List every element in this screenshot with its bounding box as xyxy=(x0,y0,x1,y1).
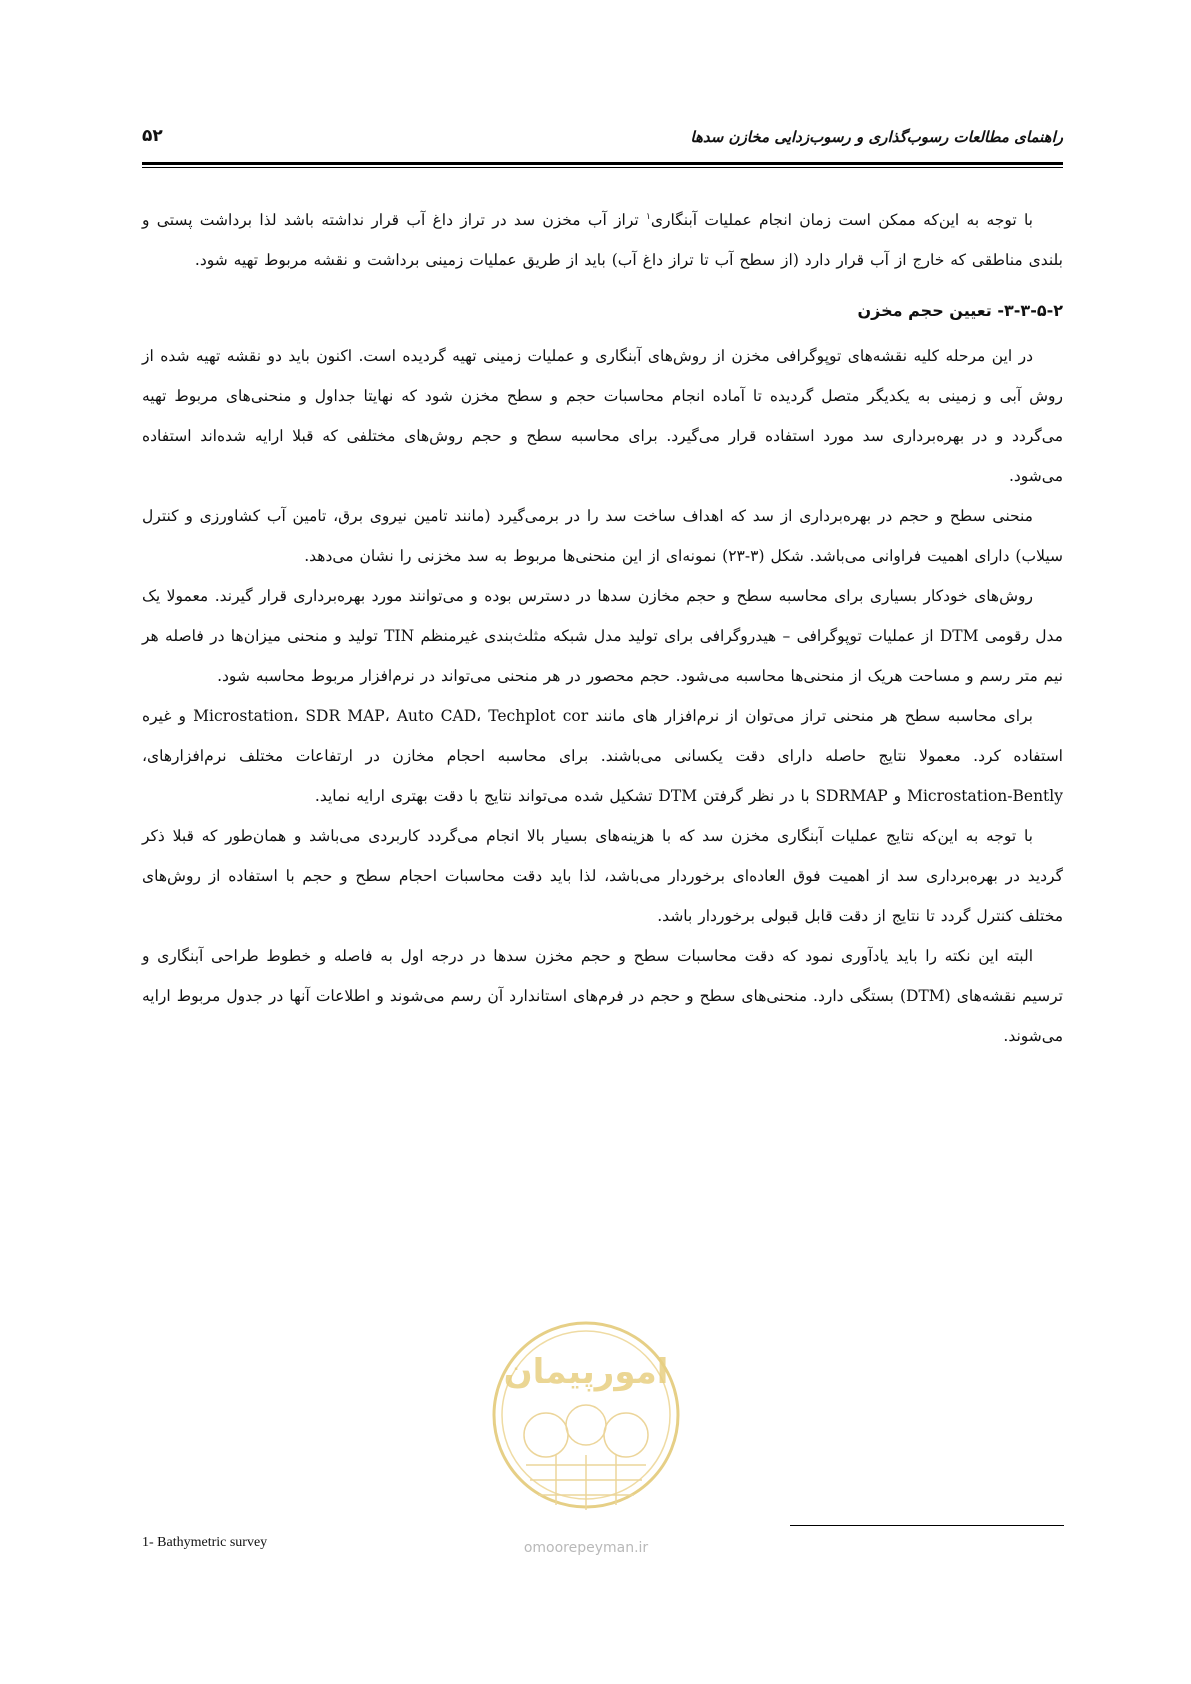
paragraph: روش‌های خودکار بسیاری برای محاسبه سطح و حجم مخازن سدها در دسترس بوده و می‌توانند مورد بهره‌برداری قرار گیرند. معمولا یک مدل رقومی DTM از عملیات توپوگرافی – هیدروگرافی برای تولید مدل شبکه مثلث‌بندی غیرمنظم TIN تولید و منحنی میزان‌ها در فاصله هر نیم متر رسم و مساحت هریک از منحنی‌ها محاسبه می‌شود. حجم محصور در هر منحنی می‌تواند در نرم‌افزار مربوط محاسبه شود. xyxy=(142,587,1063,685)
page-number: ۵۲ xyxy=(142,126,163,146)
footnote-ref: ۱ xyxy=(646,211,651,222)
paragraph: برای محاسبه سطح هر منحنی تراز می‌توان از نرم‌افزار های مانند Microstation، SDR MAP، Auto CAD، Techplot cor و غیره استفاده کرد. معمولا نتایج حاصله دارای دقت یکسانی می‌باشند. برای محاسبه احجام مخازن در ارتفاعات مختلف نرم‌افزارهای، Microstation-Bently و SDRMAP با در نظر گرفتن DTM تشکیل شده می‌تواند نتایج با دقت بهتری ارایه نماید. xyxy=(142,707,1063,805)
paragraph: منحنی سطح و حجم در بهره‌برداری از سد که اهداف ساخت سد را در برمی‌گیرد (مانند تامین نیروی برق، تامین آب کشاورزی و کنترل سیلاب) دارای اهمیت فراوانی می‌باشد. شکل (۳-۲۳) نمونه‌ای از این منحنی‌ها مربوط به سد مخزنی را نشان می‌دهد. xyxy=(142,507,1063,565)
section-heading: ۳-۳-۵-۲- تعیین حجم مخزن xyxy=(857,301,1063,320)
paragraph: البته این نکته را باید یادآوری نمود که دقت محاسبات سطح و حجم مخزن سدها در درجه اول به فاصله و خطوط طراحی آبنگاری و ترسیم نقشه‌های (DTM) بستگی دارد. منحنی‌های سطح و حجم در فرم‌های استاندارد آن رسم می‌شوند و اطلاعات آنها در جدول مربوط ارایه می‌شوند. xyxy=(142,947,1063,1045)
paragraph: در این مرحله کلیه نقشه‌های توپوگرافی مخزن از روش‌های آبنگاری و عملیات زمینی تهیه گردیده است. اکنون باید دو نقشه تهیه شده از روش آبی و زمینی به یکدیگر متصل گردیده تا آماده انجام محاسبات حجم و سطح مخزن شود که نهایتا جداول و منحنی‌های مربوط تهیه می‌گردد و در بهره‌برداری سد مورد استفاده قرار می‌گیرد. برای محاسبه سطح و حجم روش‌های مختلفی که قبلا ارایه شده‌اند استفاده می‌شود. xyxy=(142,347,1063,485)
watermark-logo-text: امورپیمان xyxy=(503,1352,669,1392)
watermark-logo xyxy=(486,1305,686,1535)
header-rule-thin xyxy=(142,167,1063,168)
footnote-rule xyxy=(790,1525,1064,1526)
header-rule-thick xyxy=(142,162,1063,165)
body-text xyxy=(142,200,1063,1056)
watermark-url: omoorepeyman.ir xyxy=(523,1540,649,1556)
header-title: راهنمای مطالعات رسوب‌گذاری و رسوب‌زدایی مخازن سدها xyxy=(690,128,1063,146)
running-header xyxy=(142,126,1063,162)
paragraph: با توجه به این‌که نتایج عملیات آبنگاری مخزن سد که با هزینه‌های بسیار بالا انجام می‌گردد کاربردی می‌باشد و همان‌طور که قبلا ذکر گردید در بهره‌برداری سد از اهمیت فوق العاده‌ای برخوردار می‌باشد، لذا باید دقت محاسبات احجام سطح و حجم با استفاده از روش‌های مختلف کنترل گردد تا نتایج از دقت قابل قبولی برخوردار باشد. xyxy=(142,827,1063,925)
paragraph: با توجه به این‌که ممکن است زمان انجام عملیات آبنگاری$^۱$ تراز آب مخزن سد در تراز داغ آب قرار نداشته باشد لذا برداشت پستی و بلندی مناطقی که خارج از آب قرار دارد (از سطح آب تا تراز داغ آب) باید از طریق عملیات زمینی برداشت و نقشه مربوط تهیه شود. xyxy=(142,211,1063,269)
footnote: 1- Bathymetric survey xyxy=(142,1535,268,1550)
